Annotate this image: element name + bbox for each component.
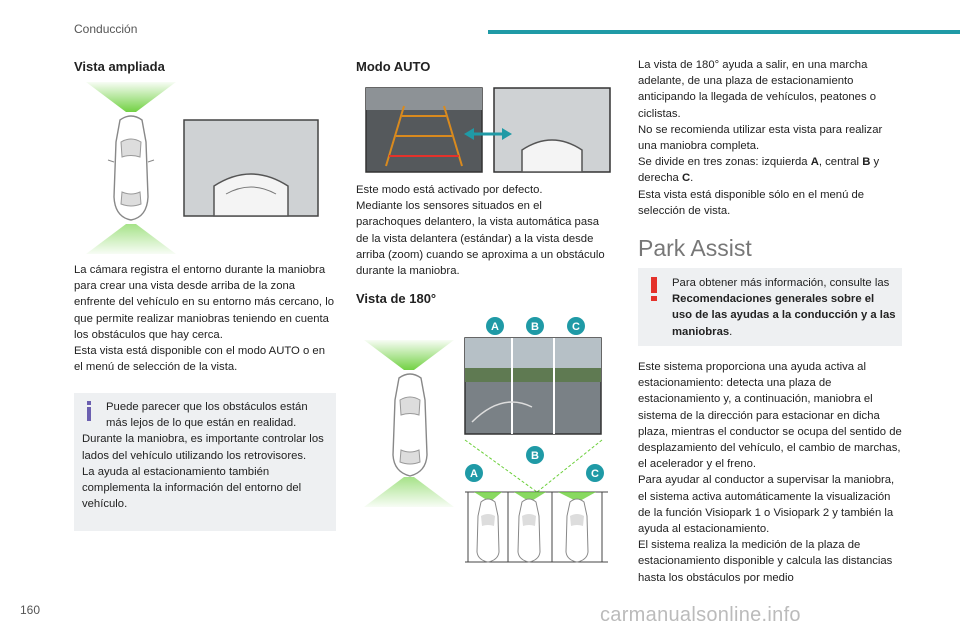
zone-label-b: B <box>531 450 539 462</box>
park-assist-body: Este sistema proporciona una ayuda activa al estacionamiento: detecta una plaza de estacionamiento y, a continuación, maniobra el sistema de la dirección para estacionar en dicha plaza, mientras el conductor se ocupa del sentido de desplazamiento del vehículo, el cambio de marchas, el acelerador y el freno. Para ayudar al conductor a supervisar la maniobra, el sistema activa automáticamente la visualización de la función Visiopark 1 o Visiopark 2 y también la ayuda al estacionamiento. El sistema realiza la medición de la plaza de estacionamiento disponible y calcula las distancias hasta los obstáculos por medio <box>638 361 902 584</box>
vista-ampliada-text: La cámara registra el entorno durante la maniobra para crear una vista desde arriba de la zona enfrente del vehículo en su entorno más cercano, lo que permite realizar maniobras teniendo en cuenta los obstáculos que hay cerca. Esta vista está disponible con el modo AUTO o en el menú de selección de la vista. <box>74 264 334 374</box>
heading-vista-180: Vista de 180° <box>356 291 437 306</box>
front-camera-beam <box>86 82 176 112</box>
rear-camera-beam <box>364 477 454 507</box>
zoom-screen-image <box>184 120 318 216</box>
info-note-box <box>74 393 336 531</box>
watermark: carmanualsonline.info <box>600 604 801 626</box>
split-camera-view <box>465 338 601 434</box>
standard-camera-view <box>366 88 482 172</box>
info-note-text: Puede parecer que los obstáculos están más lejos de lo que están en realidad. Durante la maniobra, es importante controlar los lados del vehículo utilizando los retrovisores. La ayuda al estacionamiento también complementa la información del entorno del vehículo. <box>82 401 324 511</box>
section-title-park-assist: Park Assist <box>638 235 752 261</box>
warning-note-text: Para obtener más información, consulte las Recomendaciones generales sobre el uso de las ayudas a la conducción y a las maniobras. <box>672 277 896 338</box>
car-top-icon <box>393 374 427 476</box>
parked-car-icon <box>477 499 499 562</box>
parked-car-icon <box>566 499 588 562</box>
heading-modo-auto: Modo AUTO <box>356 59 431 74</box>
vista-180-text: La vista de 180° ayuda a salir, en una marcha adelante, de una plaza de estacionamiento anticipando la llegada de vehículos, peatones o ciclistas. No se recomienda utilizar esta vista para realizar una maniobra completa. Se divide en tres zonas: izquierda A, central B y derecha C. Esta vista está disponible sólo en el menú de selección de vista. <box>638 57 904 219</box>
parked-car-icon <box>518 499 540 562</box>
zone-label-b: B <box>531 321 539 333</box>
vista-ampliada-illustration <box>86 82 326 257</box>
heading-vista-ampliada: Vista ampliada <box>74 59 165 74</box>
front-camera-beam <box>364 340 454 370</box>
zone-badge-a-top <box>486 317 504 335</box>
zone-label-a: A <box>491 321 499 333</box>
modo-auto-text: Este modo está activado por defecto. Mediante los sensores situados en el parachoques delantero, la vista automática pasa de la vista delantera (estándar) a la vista desde arriba (zoom) cuando se aproxima a un obstáculo durante la maniobra. <box>356 184 605 278</box>
zone-badge-b-top <box>526 317 544 335</box>
section-header: Conducción <box>74 22 138 36</box>
warning-note-box <box>638 268 902 346</box>
vista-180-illustration <box>362 312 612 570</box>
zone-badge-a-bottom <box>465 464 483 482</box>
page-number: 160 <box>20 603 41 617</box>
zone-label-a: A <box>470 468 478 480</box>
header-accent-bar <box>488 30 960 34</box>
rear-camera-beam <box>86 224 176 254</box>
zones-description: Se divide en tres zonas: izquierda A, central B y derecha C. <box>638 156 880 185</box>
car-top-icon <box>108 116 154 220</box>
zone-badge-c-top <box>567 317 585 335</box>
zoom-camera-view <box>494 88 610 172</box>
zone-label-c: C <box>572 321 580 333</box>
zone-label-c: C <box>591 468 599 480</box>
modo-auto-illustration <box>364 86 612 174</box>
double-arrow-icon <box>464 128 512 140</box>
zone-badge-b-bottom <box>526 446 544 464</box>
zone-badge-c-bottom <box>586 464 604 482</box>
